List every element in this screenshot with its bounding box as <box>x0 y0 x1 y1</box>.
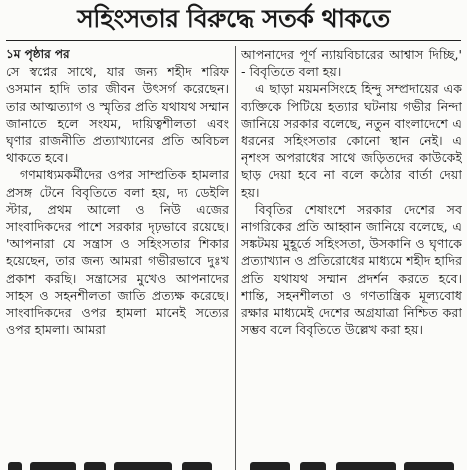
column-divider <box>235 46 236 470</box>
article-paragraph: সে স্বপ্নের সাথে, যার জন্য শহীদ শরিফ ওসমান হাদি তার জীবন উৎসর্গ করেছেন। তার আত্মত্যাগ ও স্মৃতির প্রতি যথাযথ সম্মান জানাতে হলে সংযম, দায়িত্বশীলতা এবং ঘৃণার রাজনীতি প্রত্যাখ্যানের প্রতি অবিচল থাকতে হবে। <box>6 64 229 166</box>
article-headline: সহিংসতার বিরুদ্ধে সতর্ক থাকতে <box>77 4 390 33</box>
continued-from-label: ১ম পৃষ্ঠার পর <box>6 47 70 61</box>
article-column-right <box>241 46 462 470</box>
headline-rule <box>6 40 461 41</box>
cropped-next-article-fragment <box>0 460 467 470</box>
article-paragraph: এ ছাড়া ময়মনসিংহে হিন্দু সম্প্রদায়ের এক ব্যক্তিকে পিটিয়ে হত্যার ঘটনায় গভীর নিন্দা জানিয়ে সরকার বলেছে, নতুন বাংলাদেশে এ ধরনের সহিংসতার কোনো স্থান নেই। এ নৃশংস অপরাধের সাথে জড়িতদের কাউকেই ছাড় দেয়া হবে না বলে কঠোর বার্তা দেয়া হয়। <box>241 81 462 200</box>
article-paragraph: বিবৃতির শেষাংশে সরকার দেশের সব নাগরিকের প্রতি আহ্বান জানিয়ে বলেছে, এ সঙ্কটময় মুহূর্তে সহিংসতা, উসকানি ও ঘৃণাকে প্রত্যাখ্যান ও প্রতিরোধের মাধ্যমে শহীদ হাদির প্রতি যথাযথ সম্মান প্রদর্শন করতে হবে। শান্তি, সহনশীলতা ও গণতান্ত্রিক মূল্যবোধ রক্ষার মাধ্যমেই দেশের অগ্রযাত্রা নিশ্চিত করা সম্ভব বলে বিবৃতিতে উল্লেখ করা হয়। <box>241 201 462 338</box>
article-paragraph: গণমাধ্যমকর্মীদের ওপর সাম্প্রতিক হামলার প্রসঙ্গ টেনে বিবৃতিতে বলা হয়, দ্য ডেইলি স্টার, প্রথম আলো ও নিউ এজের সাংবাদিকদের পাশে সরকার দৃঢ়ভাবে রয়েছে। 'আপনারা যে সন্ত্রাস ও সহিংসতার শিকার হয়েছেন, তার জন্য আমরা গভীরভাবে দুঃখ প্রকাশ করছি। সন্ত্রাসের মুখেও আপনাদের সাহস ও সহনশীলতা জাতি প্রত্যক্ষ করেছে। সাংবাদিকদের ওপর হামলা মানেই সত্যের ওপর হামলা। আমরা <box>6 167 229 338</box>
article-paragraph: আপনাদের পূর্ণ ন্যায়বিচারের আশ্বাস দিচ্ছি,' - বিবৃতিতে বলা হয়। <box>241 47 462 80</box>
article-column-left <box>6 46 229 470</box>
